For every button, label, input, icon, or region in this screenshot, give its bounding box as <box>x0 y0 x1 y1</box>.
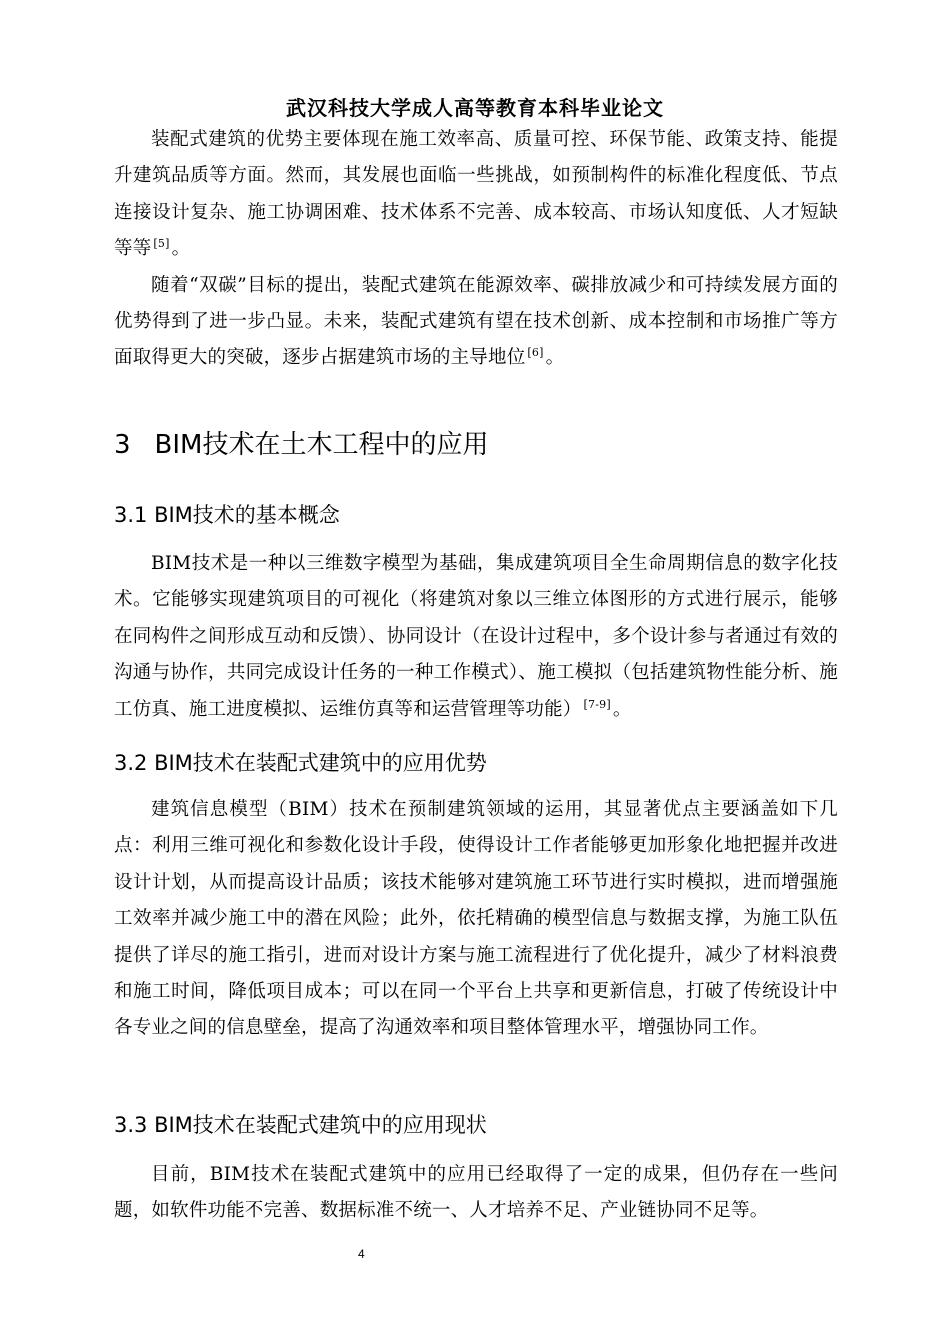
paragraph: 建筑信息模型（BIM）技术在预制建筑领域的运用，其显著优点主要涵盖如下几点：利用三维可视化和参数化设计手段，使得设计工作者能够更加形象化地把握并改进设计计划，从而提高设计品质；该技术能够对建筑施工环节进行实时模拟，进而增强施工效率并减少施工中的潜在风险；此外，依托精确的模型信息与数据支撑，为施工队伍提供了详尽的施工指引，进而对设计方案与施工流程进行了优化提升，减少了材料浪费和施工时间，降低项目成本；可以在同一个平台上共享和更新信息，打破了传统设计中各专业之间的信息壁垒，提高了沟通效率和项目整体管理水平，增强协同工作。 <box>114 799 838 1039</box>
section-heading: 3.1 BIM技术的基本概念 <box>114 503 340 527</box>
section-heading: 3.2 BIM技术在装配式建筑中的应用优势 <box>114 751 487 775</box>
paragraph-text: 装配式建筑的优势主要体现在施工效率高、质量可控、环保节能、政策支持、能提升建筑品质等方面。然而，其发展也面临一些挑战，如预制构件的标准化程度低、节点连接设计复杂、施工协调困难、技术体系不完善、成本较高、市场认知度低、人才短缺等等 <box>114 129 838 260</box>
paragraph <box>114 268 838 377</box>
paragraph: 目前，BIM技术在装配式建筑中的应用已经取得了一定的成果，但仍存在一些问题，如软件功能不完善、数据标准不统一、人才培养不足、产业链协同不足等。 <box>114 1164 838 1222</box>
section-heading: 3.3 BIM技术在装配式建筑中的应用现状 <box>114 1113 487 1137</box>
paragraph-text: 随着“双碳”目标的提出，装配式建筑在能源效率、碳排放减少和可持续发展方面的优势得到了进一步凸显。未来，装配式建筑有望在技术创新、成本控制和市场推广等方面取得更大的突破，逐步占据建筑市场的主导地位 <box>114 274 838 369</box>
paragraph-end: 。 <box>171 238 191 260</box>
paragraph-end: 。 <box>545 347 565 369</box>
paragraph <box>114 546 838 728</box>
citation: [5] <box>153 237 170 251</box>
paragraph-end: 。 <box>612 698 632 720</box>
intro-block <box>114 122 838 377</box>
citation: [6] <box>527 346 544 360</box>
section-body <box>114 792 838 1047</box>
paragraph <box>114 122 838 268</box>
section-body <box>114 1157 838 1230</box>
chapter-title: BIM技术在土木工程中的应用 <box>154 430 489 460</box>
section-body <box>114 546 838 728</box>
paragraph-text: BIM技术是一种以三维数字模型为基础，集成建筑项目全生命周期信息的数字化技术。它能够实现建筑项目的可视化（将建筑对象以三维立体图形的方式进行展示，能够在同构件之间形成互动和反馈）、协同设计（在设计过程中，多个设计参与者通过有效的沟通与协作，共同完成设计任务的一种工作模式）、施工模拟（包括建筑物性能分析、施工仿真、施工进度模拟、运维仿真等和运营管理等功能） <box>114 553 838 720</box>
page-number: 4 <box>358 1247 365 1261</box>
citation: [7-9] <box>583 697 611 711</box>
chapter-heading <box>114 425 489 465</box>
running-header: 武汉科技大学成人高等教育本科毕业论文 <box>286 96 664 120</box>
chapter-number: 3 <box>114 430 131 460</box>
